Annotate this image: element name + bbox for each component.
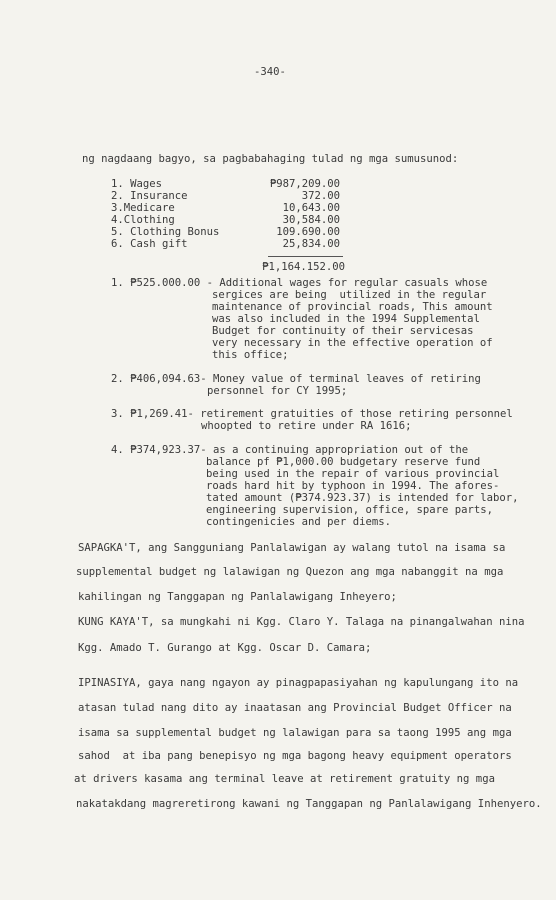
paragraph-line: supplemental budget ng lalawigan ng Quezon ang mga nabanggit na mga bbox=[76, 566, 504, 578]
paragraph-line: KUNG KAYA'T, sa mungkahi ni Kgg. Claro Y. Talaga na pinangalwahan nina bbox=[78, 616, 525, 628]
paragraph-line: IPINASIYA, gaya nang ngayon ay pinagpapasiyahan ng kapulungang ito na bbox=[78, 677, 519, 689]
budget-total: ₱1,164.152.00 bbox=[262, 261, 345, 273]
appropriation-head: 1. ₱525.000.00 - Additional wages for regular casuals whose bbox=[111, 277, 488, 289]
budget-item-amount: 10,643.00 bbox=[282, 202, 340, 214]
appropriation-line: maintenance of provincial roads, This amount bbox=[212, 301, 493, 313]
budget-item-amount: ₱987,209.00 bbox=[269, 178, 340, 190]
paragraph-line: atasan tulad nang dito ay inaatasan ang Provincial Budget Officer na bbox=[78, 702, 512, 714]
budget-item-amount: 109.690.00 bbox=[276, 226, 340, 238]
budget-item-label: 5. Clothing Bonus bbox=[111, 226, 220, 238]
intro-line: ng nagdaang bagyo, sa pagbabahaging tulad ng mga sumusunod: bbox=[82, 153, 459, 165]
appropriation-head: 4. ₱374,923.37- as a continuing appropriation out of the bbox=[111, 444, 469, 456]
appropriation-line: was also included in the 1994 Supplemental bbox=[212, 313, 480, 325]
appropriation-line: tated amount (₱374.923.37) is intended for labor, bbox=[206, 492, 519, 504]
appropriation-line: Budget for continuity of their servicesas bbox=[212, 325, 474, 337]
paragraph-line: kahilingan ng Tanggapan ng Panlalawigang Inheyero; bbox=[78, 591, 397, 603]
appropriation-line: contingenicies and per diems. bbox=[206, 516, 391, 528]
appropriation-line: engineering supervision, office, spare parts, bbox=[206, 504, 494, 516]
paragraph-line: SAPAGKA'T, ang Sangguniang Panlalawigan ay walang tutol na isama sa bbox=[78, 542, 506, 554]
budget-item-label: 6. Cash gift bbox=[111, 238, 188, 250]
paragraph-line: Kgg. Amado T. Gurango at Kgg. Oscar D. Camara; bbox=[78, 642, 372, 654]
budget-item-amount: 25,834.00 bbox=[282, 238, 340, 250]
paragraph-line: at drivers kasama ang terminal leave at retirement gratuity ng mga bbox=[74, 773, 495, 785]
paragraph-line: sahod at iba pang benepisyo ng mga bagong heavy equipment operators bbox=[78, 750, 512, 762]
paragraph-line: nakatakdang magreretirong kawani ng Tanggapan ng Panlalawigang Inhenyero. bbox=[76, 798, 542, 810]
budget-item-label: 4.Clothing bbox=[111, 214, 175, 226]
total-rule bbox=[268, 256, 343, 257]
appropriation-head: 2. ₱406,094.63- Money value of terminal leaves of retiring bbox=[111, 373, 481, 385]
appropriation-line: being used in the repair of various provincial bbox=[206, 468, 500, 480]
budget-item-label: 1. Wages bbox=[111, 178, 163, 190]
paragraph-line: isama sa supplemental budget ng lalawigan para sa taong 1995 ang mga bbox=[78, 727, 512, 739]
appropriation-line: very necessary in the effective operation of bbox=[212, 337, 493, 349]
appropriation-line: roads hard hit by typhoon in 1994. The afores- bbox=[206, 480, 500, 492]
appropriation-line: personnel for CY 1995; bbox=[207, 385, 348, 397]
appropriation-line: sergices are being utilized in the regular bbox=[212, 289, 487, 301]
page-number: -340- bbox=[254, 66, 286, 78]
budget-item-label: 3.Medicare bbox=[111, 202, 175, 214]
appropriation-line: this office; bbox=[212, 349, 289, 361]
appropriation-line: whoopted to retire under RA 1616; bbox=[201, 420, 412, 432]
budget-item-label: 2. Insurance bbox=[111, 190, 188, 202]
appropriation-head: 3. ₱1,269.41- retirement gratuities of those retiring personnel bbox=[111, 408, 513, 420]
budget-item-amount: 30,584.00 bbox=[282, 214, 340, 226]
appropriation-line: balance pf ₱1,000.00 budgetary reserve fund bbox=[206, 456, 481, 468]
budget-item-amount: 372.00 bbox=[301, 190, 340, 202]
